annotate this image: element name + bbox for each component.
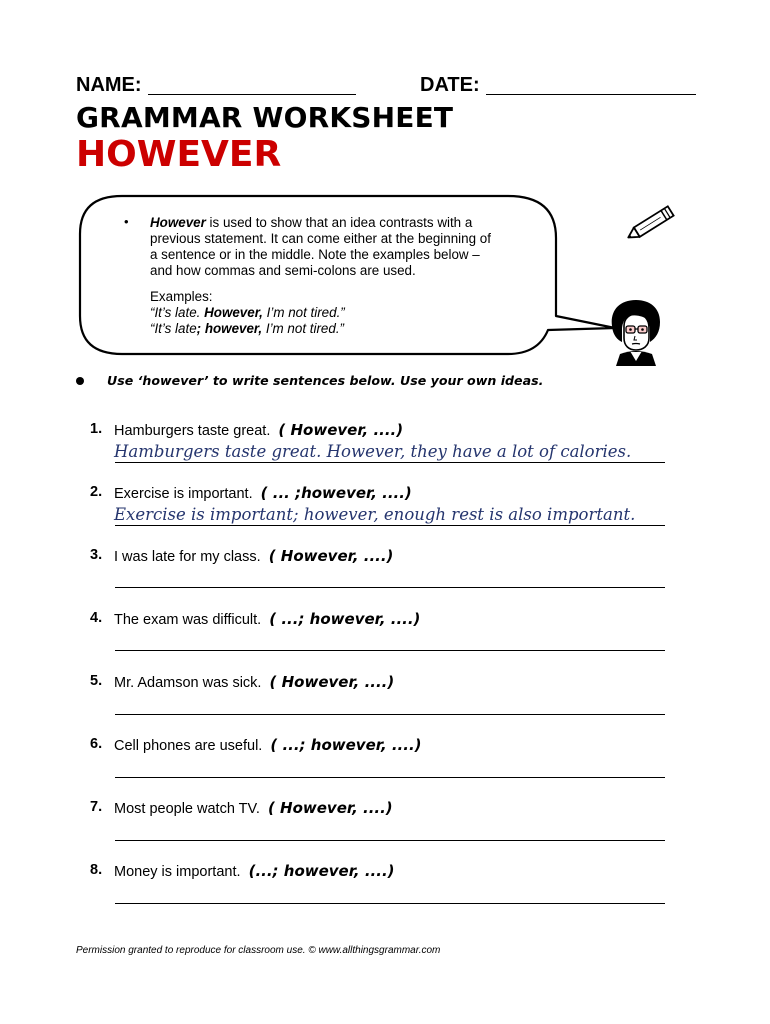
question-hint: ( However, ....)	[267, 799, 393, 817]
question-hint: ( However, ....)	[268, 547, 394, 565]
date-label: DATE:	[420, 74, 480, 96]
question-text: Most people watch TV. ( However, ....)	[114, 799, 393, 817]
examples	[150, 289, 510, 337]
page-subtitle: HOWEVER	[76, 134, 282, 175]
answer-line[interactable]	[115, 903, 665, 904]
question-number: 1.	[90, 421, 103, 437]
answer-text[interactable]: Exercise is important; however, enough rest is also important.	[114, 505, 636, 524]
intro-text	[150, 215, 530, 279]
answer-line[interactable]	[115, 525, 665, 526]
answer-line[interactable]	[115, 462, 665, 463]
question-text: Hamburgers taste great. ( However, ....)	[114, 421, 404, 439]
example-1: “It’s late. However, I’m not tired.”	[150, 305, 345, 320]
intro-line-4: and how commas and semi-colons are used.	[150, 263, 416, 278]
question-hint: ( ... ;however, ....)	[260, 484, 412, 502]
answer-text[interactable]: Hamburgers taste great. However, they have a lot of calories.	[114, 442, 632, 461]
question-hint: ( However, ....)	[269, 673, 395, 691]
question-text: I was late for my class. ( However, ....)	[114, 547, 394, 565]
question-hint: (...; however, ....)	[248, 862, 395, 880]
question-text: The exam was difficult. ( ...; however, ....)	[114, 610, 421, 628]
question-text: Mr. Adamson was sick. ( However, ....)	[114, 673, 395, 691]
answer-line[interactable]	[115, 840, 665, 841]
question-number: 8.	[90, 862, 103, 878]
instruction-bullet-icon	[76, 377, 84, 385]
question-text: Money is important. (...; however, ....)	[114, 862, 395, 880]
pencil-icon	[622, 198, 686, 246]
answer-line[interactable]	[115, 777, 665, 778]
question-number: 4.	[90, 610, 103, 626]
answer-line[interactable]	[115, 714, 665, 715]
question-number: 2.	[90, 484, 103, 500]
instruction-text: Use ‘however’ to write sentences below. Use your own ideas.	[107, 373, 544, 388]
footer-permission: Permission granted to reproduce for classroom use. © www.allthingsgrammar.com	[76, 945, 441, 956]
intro-line-1: However is used to show that an idea contrasts with a	[150, 215, 473, 230]
page-title: GRAMMAR WORKSHEET	[76, 101, 454, 134]
date-field[interactable]	[486, 94, 696, 95]
examples-label: Examples:	[150, 289, 213, 304]
intro-keyword: However	[150, 215, 206, 230]
question-text: Exercise is important. ( ... ;however, ....)	[114, 484, 412, 502]
example-2: “It’s late; however, I’m not tired.”	[150, 321, 344, 336]
question-number: 7.	[90, 799, 103, 815]
question-hint: ( ...; however, ....)	[269, 610, 421, 628]
bullet: •	[124, 214, 129, 229]
question-hint: ( However, ....)	[278, 421, 404, 439]
question-hint: ( ...; however, ....)	[270, 736, 422, 754]
teacher-cartoon	[604, 296, 668, 366]
question-number: 6.	[90, 736, 103, 752]
answer-line[interactable]	[115, 650, 665, 651]
name-label: NAME:	[76, 74, 142, 96]
name-field[interactable]	[148, 94, 356, 95]
question-number: 5.	[90, 673, 103, 689]
intro-line-3: a sentence or in the middle. Note the examples below –	[150, 247, 480, 262]
question-text: Cell phones are useful. ( ...; however, ....)	[114, 736, 422, 754]
answer-line[interactable]	[115, 587, 665, 588]
question-number: 3.	[90, 547, 103, 563]
intro-line-2: previous statement. It can come either at the beginning of	[150, 231, 491, 246]
